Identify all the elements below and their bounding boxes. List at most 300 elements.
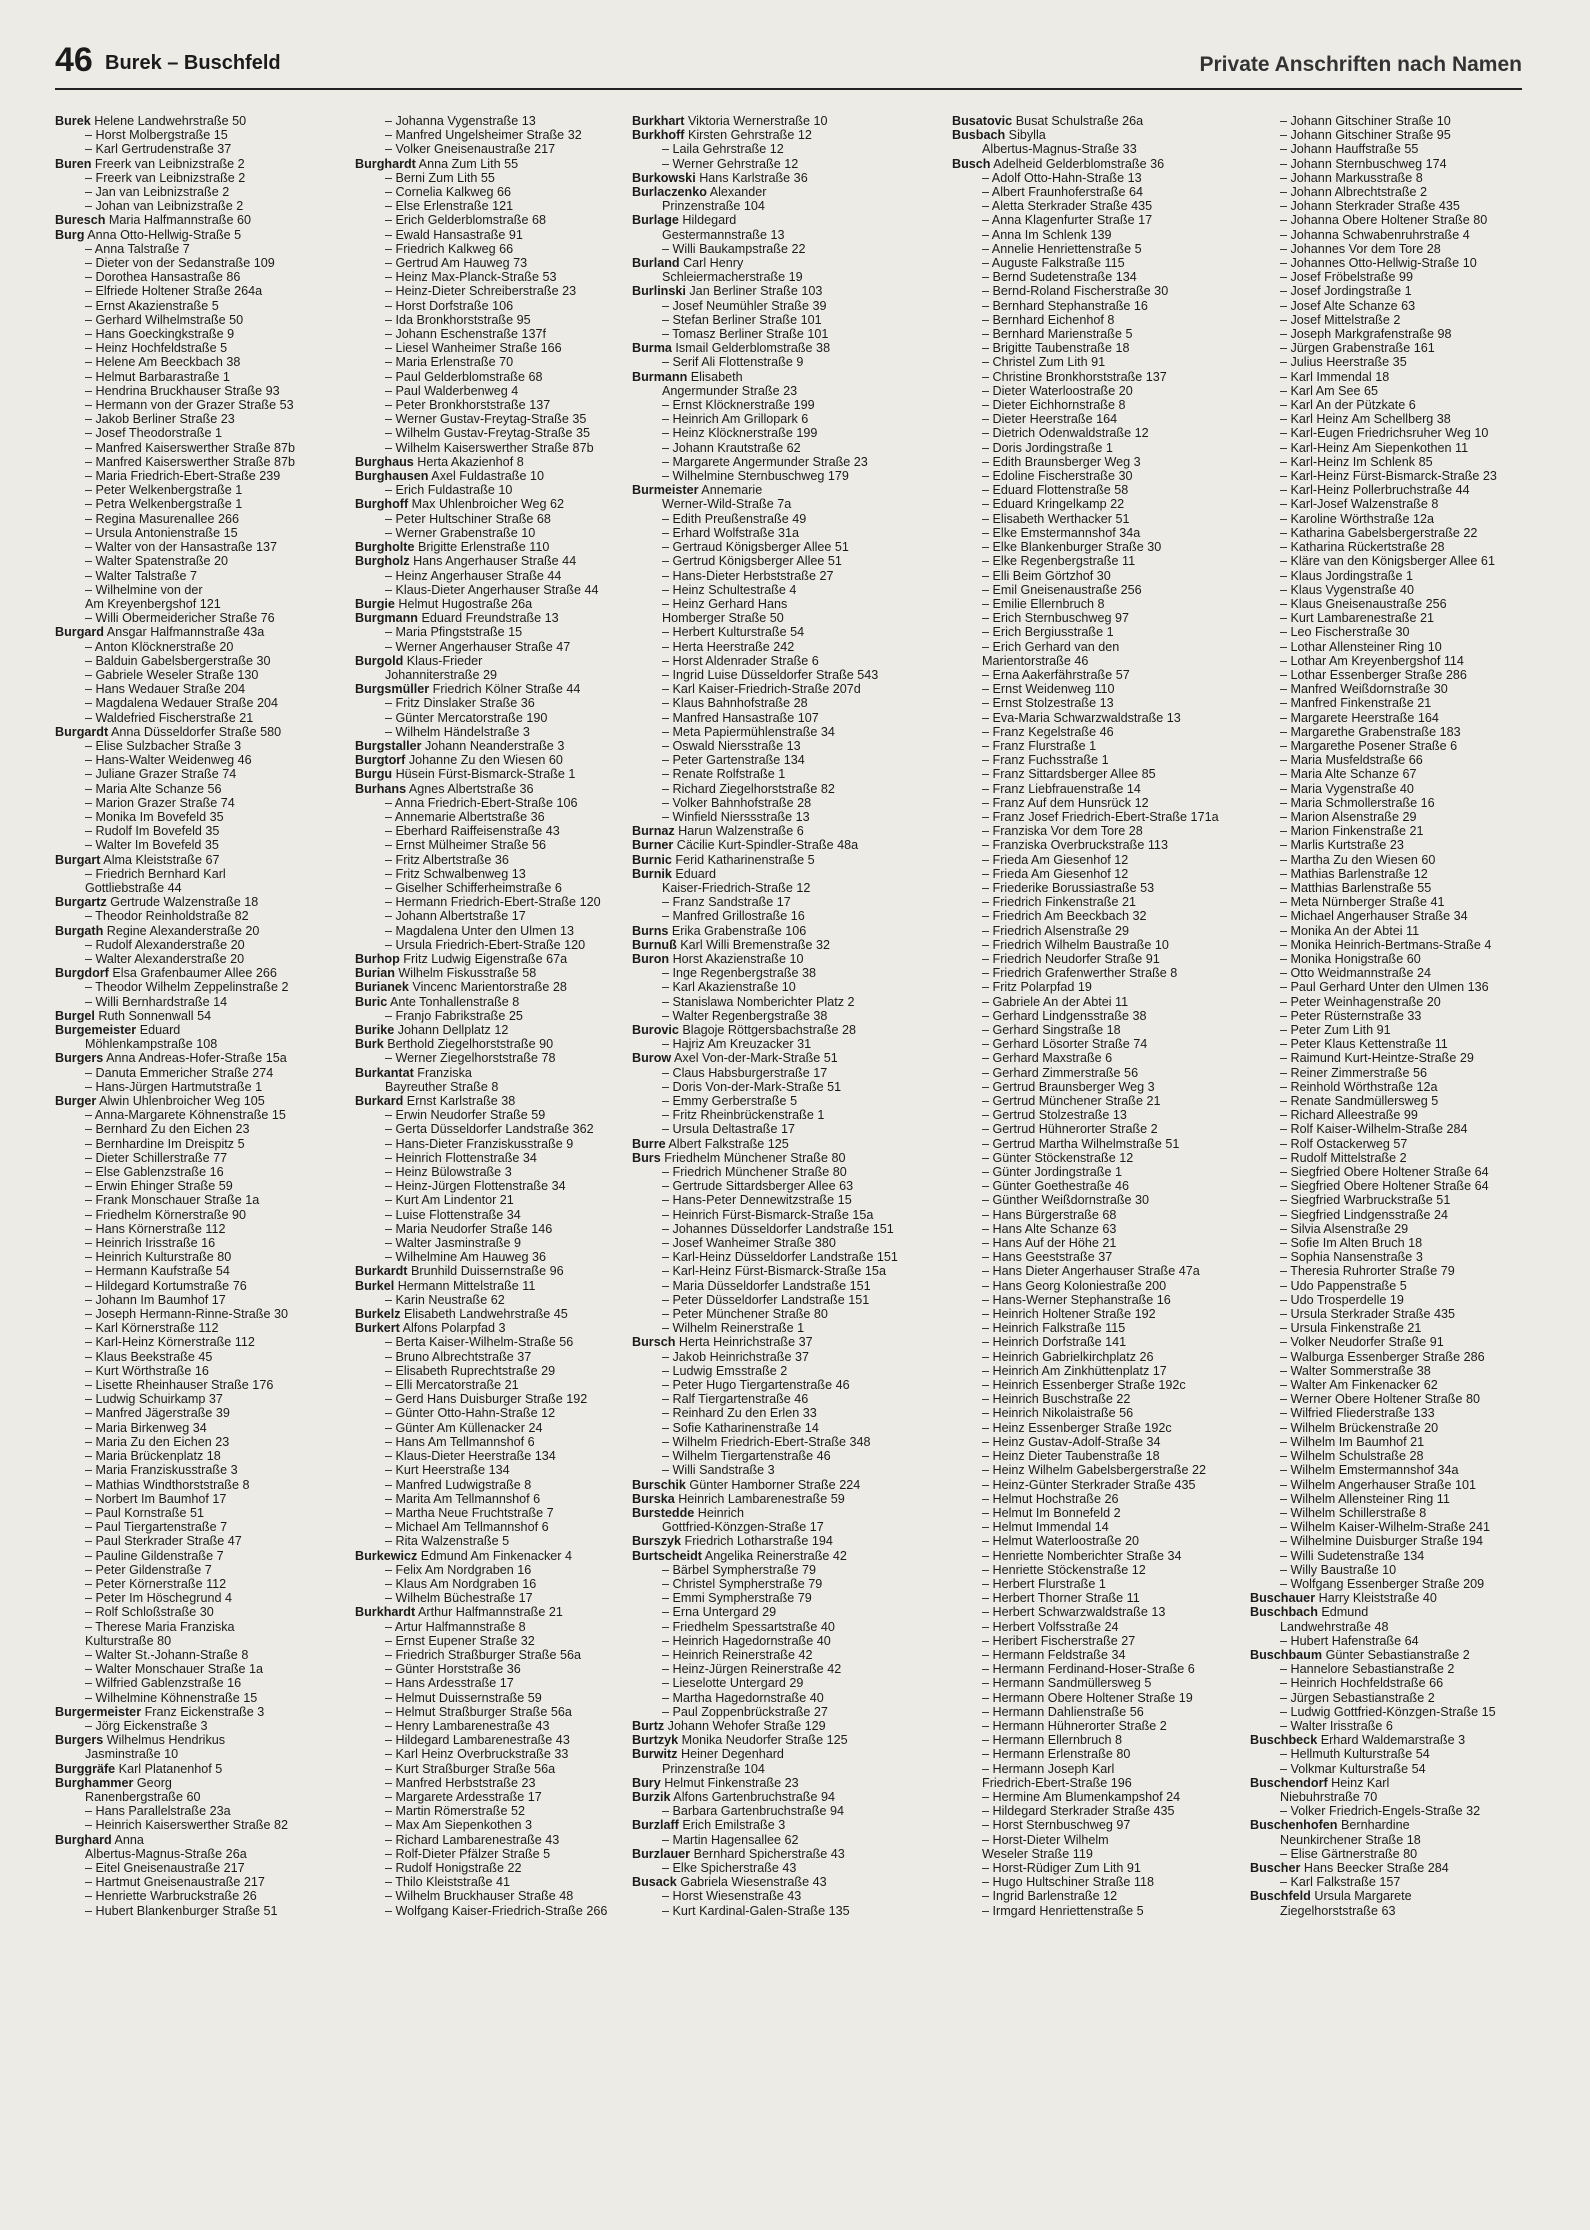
entry-text: – Erich Sternbuschweg 97 (982, 611, 1130, 626)
surname: Burgel (55, 1008, 95, 1023)
directory-entry (355, 1634, 647, 1648)
entry-text: – Henriette Nomberichter Straße 34 (982, 1548, 1182, 1563)
directory-entry (952, 1662, 1244, 1676)
directory-entry (55, 1137, 347, 1151)
entry-text: – Martha Neue Fruchtstraße 7 (385, 1505, 554, 1520)
entry-text: – Heinz-Jürgen Reinerstraße 42 (662, 1662, 842, 1677)
directory-entry (952, 1137, 1244, 1151)
directory-entry (55, 1066, 347, 1080)
directory-entry (952, 426, 1244, 440)
entry-text: – Walter St.-Johann-Straße 8 (85, 1647, 249, 1662)
directory-entry (55, 1321, 347, 1335)
directory-entry (355, 1577, 647, 1591)
directory-entry (632, 909, 924, 923)
entry-text: – Walter Talstraße 7 (85, 568, 197, 583)
entry-text: – Josef Fröbelstraße 99 (1280, 270, 1413, 285)
directory-entry (1250, 554, 1542, 568)
directory-entry (55, 1236, 347, 1250)
entry-text: Harun Walzenstraße 6 (674, 824, 804, 839)
entry-text: Gottfried-Könzgen-Straße 17 (662, 1520, 824, 1535)
entry-text: – Wilhelm Kaiserswerther Straße 87b (385, 440, 594, 455)
surname: Bury (632, 1775, 661, 1790)
entry-text: Anna Düsseldorfer Straße 580 (108, 724, 282, 739)
directory-entry (952, 1051, 1244, 1065)
directory-entry (355, 1378, 647, 1392)
directory-entry (355, 1818, 647, 1832)
entry-text: – Friedrich Münchener Straße 80 (662, 1165, 847, 1180)
surname-entry (952, 157, 1244, 171)
directory-entry (632, 1591, 924, 1605)
directory-entry (632, 1406, 924, 1420)
entry-text: – Rudolf Im Bovefeld 35 (85, 824, 220, 839)
directory-entry (355, 924, 647, 938)
entry-text: – Karl-Heinz Körnerstraße 112 (85, 1335, 255, 1350)
directory-entry (55, 867, 347, 881)
directory-entry (55, 185, 347, 199)
directory-entry (55, 739, 347, 753)
directory-entry (355, 128, 647, 142)
entry-text: – Hannelore Sebastianstraße 2 (1280, 1662, 1455, 1677)
entry-text: – Klaus Gneisenaustraße 256 (1280, 596, 1447, 611)
entry-text: – Martha Hagedornstraße 40 (662, 1690, 824, 1705)
entry-text: Johann Dellplatz 12 (394, 1023, 509, 1037)
entry-text: Heiner Degenhard (677, 1747, 784, 1762)
entry-text: – Sophia Nansenstraße 3 (1280, 1250, 1423, 1265)
entry-text: – Hermann Hühnerorter Straße 2 (982, 1718, 1167, 1733)
entry-text: – Margarethe Posener Straße 6 (1280, 738, 1458, 753)
entry-text: – Hans Ardesstraße 17 (385, 1676, 514, 1691)
entry-text: – Hendrina Bruckhauser Straße 93 (85, 383, 280, 398)
directory-entry (1250, 1478, 1542, 1492)
surname: Burg (55, 227, 85, 242)
entry-text: – Johann Albrechtstraße 2 (1280, 185, 1428, 200)
entry-text: – Ursula Finkenstraße 21 (1280, 1321, 1422, 1336)
directory-entry (952, 1904, 1244, 1918)
directory-entry (632, 1307, 924, 1321)
directory-entry (952, 455, 1244, 469)
entry-text: – Helmut Immendal 14 (982, 1520, 1109, 1535)
entry-text: Landwehrstraße 48 (1280, 1619, 1389, 1634)
directory-entry (55, 1122, 347, 1136)
directory-entry (55, 881, 347, 895)
entry-text: – Paul Gerhard Unter den Ulmen 136 (1280, 980, 1489, 995)
surname-entry (632, 1549, 924, 1563)
directory-entry (1250, 1335, 1542, 1349)
directory-entry (952, 213, 1244, 227)
entry-text: – Rolf Schloßstraße 30 (85, 1605, 214, 1620)
directory-entry (952, 1009, 1244, 1023)
surname: Burkel (355, 1278, 395, 1293)
surname: Burtzyk (632, 1733, 679, 1748)
directory-entry (355, 1108, 647, 1122)
directory-entry (55, 1222, 347, 1236)
entry-text: – Elise Gärtnerstraße 80 (1280, 1846, 1418, 1861)
entry-text: – Ida Bronkhorststraße 95 (385, 312, 531, 327)
entry-text: – Jürgen Sebastianstraße 2 (1280, 1690, 1435, 1705)
directory-entry (1250, 640, 1542, 654)
entry-text: – Ursula Sterkrader Straße 435 (1280, 1307, 1455, 1322)
directory-entry (632, 980, 924, 994)
entry-text: – Johann Markusstraße 8 (1280, 170, 1423, 185)
directory-entry (55, 1264, 347, 1278)
entry-text: – Heribert Fischerstraße 27 (982, 1633, 1136, 1648)
entry-text: – Liesel Wanheimer Straße 166 (385, 341, 562, 356)
entry-text: – Rudolf Alexanderstraße 20 (85, 937, 245, 952)
surname-entry (632, 924, 924, 938)
directory-entry (355, 838, 647, 852)
surname: Burike (355, 1023, 395, 1037)
entry-text: Gottliebstraße 44 (85, 880, 182, 895)
surname: Burgholz (355, 554, 410, 569)
directory-entry (55, 1193, 347, 1207)
entry-text: – Hans-Jürgen Hartmutstraße 1 (85, 1079, 263, 1094)
entry-text: – Paul Zoppenbrückstraße 27 (662, 1704, 828, 1719)
entry-text: – Friedrich Kalkweg 66 (385, 241, 514, 256)
directory-entry (55, 1492, 347, 1506)
directory-entry (952, 540, 1244, 554)
directory-entry (952, 1364, 1244, 1378)
entry-text: – Franz Fuchsstraße 1 (982, 753, 1109, 768)
entry-text: – Gertrud Münchener Straße 21 (982, 1094, 1161, 1109)
entry-text: – Heinrich Kaiserswerther Straße 82 (85, 1818, 288, 1833)
entry-text: – Gabriele An der Abtei 11 (982, 994, 1129, 1009)
directory-entry (1250, 1833, 1542, 1847)
directory-entry (952, 1179, 1244, 1193)
directory-entry (55, 1875, 347, 1889)
entry-text: Elisabeth (687, 369, 743, 384)
surname: Burghoff (355, 497, 409, 512)
entry-text: – Heinz-Günter Sterkrader Straße 435 (982, 1477, 1196, 1492)
entry-text: – Monika Honigstraße 60 (1280, 951, 1421, 966)
entry-text: – Wolfgang Essenberger Straße 209 (1280, 1576, 1485, 1591)
entry-text: – Marita Am Tellmannshof 6 (385, 1491, 541, 1506)
entry-text: – Maria Düsseldorfer Landstraße 151 (662, 1278, 871, 1293)
directory-entry (632, 199, 924, 213)
directory-entry (952, 327, 1244, 341)
entry-text: – Peter Weinhagenstraße 20 (1280, 994, 1441, 1009)
surname-entry (355, 952, 647, 966)
directory-entry (1250, 142, 1542, 156)
entry-text: – Rudolf Honigstraße 22 (385, 1860, 522, 1875)
directory-entry (55, 1818, 347, 1832)
directory-entry (632, 142, 924, 156)
directory-entry (632, 1222, 924, 1236)
entry-text: – Lisette Rheinhauser Straße 176 (85, 1378, 274, 1393)
entry-text: – Josef Jordingstraße 1 (1280, 284, 1412, 299)
surname: Burgholte (355, 540, 415, 555)
entry-text: – Karl Gertrudenstraße 37 (85, 142, 232, 157)
entry-text: – Rolf Ostackerweg 57 (1280, 1136, 1408, 1151)
directory-entry (1250, 1051, 1542, 1065)
directory-entry (355, 1620, 647, 1634)
directory-entry (355, 1676, 647, 1690)
directory-entry (1250, 512, 1542, 526)
entry-text: – Manfred Ludwigstraße 8 (385, 1477, 532, 1492)
column-3 (632, 114, 924, 1918)
entry-text: – Giselher Schifferheimstraße 6 (385, 880, 562, 895)
entry-text: Hans Beecker Straße 284 (1300, 1860, 1449, 1875)
entry-text: – Kurt Heerstraße 134 (385, 1463, 510, 1478)
entry-text: – Friederike Borussiastraße 53 (982, 880, 1155, 895)
directory-entry (632, 1833, 924, 1847)
entry-text: – Fritz Dinslaker Straße 36 (385, 696, 535, 711)
entry-text: – Heinrich Flottenstraße 34 (385, 1150, 537, 1165)
directory-entry (1250, 1520, 1542, 1534)
directory-entry (952, 980, 1244, 994)
directory-entry (355, 1804, 647, 1818)
entry-text: Hans Angerhauser Straße 44 (409, 554, 577, 569)
directory-entry (952, 554, 1244, 568)
surname: Buschenhofen (1250, 1818, 1338, 1833)
directory-entry (952, 1648, 1244, 1662)
surname-entry (55, 924, 347, 938)
directory-entry (1250, 497, 1542, 511)
directory-entry (1250, 199, 1542, 213)
directory-entry (952, 611, 1244, 625)
surname-entry (355, 980, 647, 994)
entry-text: – Auguste Falkstraße 115 (982, 256, 1125, 271)
entry-text: – Danuta Emmericher Straße 274 (85, 1065, 274, 1080)
directory-entry (1250, 1676, 1542, 1690)
directory-entry (632, 782, 924, 796)
directory-entry (632, 1605, 924, 1619)
directory-entry (355, 1790, 647, 1804)
directory-entry (355, 853, 647, 867)
directory-entry (632, 1563, 924, 1577)
directory-entry (952, 483, 1244, 497)
entry-text: – Wilhelm Im Baumhof 21 (1280, 1434, 1425, 1449)
directory-entry (55, 1520, 347, 1534)
entry-text: – Herbert Thorner Straße 11 (982, 1591, 1140, 1606)
entry-text: – Peter Körnerstraße 112 (85, 1576, 227, 1591)
entry-text: – Manfred Kaiserswerther Straße 87b (85, 454, 295, 469)
surname: Burgu (355, 767, 393, 782)
surname-entry (355, 554, 647, 568)
entry-text: – Berni Zum Lith 55 (385, 170, 495, 185)
directory-entry (1250, 1080, 1542, 1094)
surname-entry (632, 213, 924, 227)
directory-entry (1250, 881, 1542, 895)
directory-entry (1250, 299, 1542, 313)
directory-entry (355, 1051, 647, 1065)
directory-entry (55, 1421, 347, 1435)
directory-entry (952, 1534, 1244, 1548)
entry-text: – Renate Rolfstraße 1 (662, 767, 786, 782)
directory-entry (55, 583, 347, 597)
directory-entry (355, 1648, 647, 1662)
entry-text: – Dietrich Odenwaldstraße 12 (982, 426, 1149, 441)
directory-entry (952, 1421, 1244, 1435)
directory-entry (355, 1691, 647, 1705)
entry-text: Ante Tonhallenstraße 8 (387, 994, 520, 1009)
entry-text: – Maria Neudorfer Straße 146 (385, 1221, 553, 1236)
directory-entry (952, 725, 1244, 739)
entry-text: – Jörg Eickenstraße 3 (85, 1718, 208, 1733)
directory-entry (952, 1222, 1244, 1236)
surname: Burstedde (632, 1505, 695, 1520)
entry-text: – Eva-Maria Schwarzwaldstraße 13 (982, 710, 1181, 725)
entry-text: Bernhardine (1337, 1818, 1410, 1833)
entry-text: – Erwin Ehinger Straße 59 (85, 1179, 233, 1194)
entry-text: – Jakob Berliner Straße 23 (85, 412, 235, 427)
entry-text: Busat Schulstraße 26a (1012, 114, 1144, 128)
entry-text: – Volkmar Kulturstraße 54 (1280, 1761, 1426, 1776)
surname-entry (632, 1335, 924, 1349)
entry-text: Franziska (413, 1065, 472, 1080)
entry-text: – Elisabeth Werthacker 51 (982, 511, 1130, 526)
entry-text: – Gertrud Königsberger Allee 51 (662, 554, 842, 569)
entry-text: – Wilhelm Gustav-Freytag-Straße 35 (385, 426, 591, 441)
entry-text: – Heinrich Am Grillopark 6 (662, 412, 809, 427)
entry-text: – Heinrich Reinerstraße 42 (662, 1647, 813, 1662)
entry-text: – Josef Theodorstraße 1 (85, 426, 222, 441)
entry-text: – Annemarie Albertstraße 36 (385, 809, 545, 824)
entry-text: – Doris Von-der-Mark-Straße 51 (662, 1079, 842, 1094)
directory-entry (952, 1719, 1244, 1733)
entry-text: Günter Sebastianstraße 2 (1322, 1647, 1470, 1662)
entry-text: – Udo Trosperdelle 19 (1280, 1292, 1404, 1307)
entry-text: – Karl-Heinz Am Siepenkothen 11 (1280, 440, 1469, 455)
entry-text: – Erna Untergard 29 (662, 1605, 777, 1620)
entry-text: – Ludwig Gottfried-Könzgen-Straße 15 (1280, 1704, 1496, 1719)
surname-entry (355, 1037, 647, 1051)
surname: Burszyk (632, 1534, 681, 1549)
directory-entry (55, 341, 347, 355)
directory-entry (355, 696, 647, 710)
entry-text: – Otto Weidmannstraße 24 (1280, 966, 1431, 981)
entry-text: – Freerk van Leibnizstraße 2 (85, 170, 246, 185)
surname-entry (55, 157, 347, 171)
directory-entry (632, 1889, 924, 1903)
directory-entry (1250, 540, 1542, 554)
entry-text: – Michael Angerhauser Straße 34 (1280, 909, 1468, 924)
entry-text: – Claus Habsburgerstraße 17 (662, 1065, 828, 1080)
entry-text: Klaus-Frieder (403, 653, 483, 668)
directory-entry (1250, 1549, 1542, 1563)
directory-entry (632, 1264, 924, 1278)
entry-text: – Günter Am Küllenacker 24 (385, 1420, 543, 1435)
directory-entry (355, 1463, 647, 1477)
surname: Burghaus (355, 454, 414, 469)
entry-text: Friedrich-Ebert-Straße 196 (982, 1775, 1132, 1790)
surname: Busch (952, 156, 991, 171)
directory-entry (952, 909, 1244, 923)
entry-text: – Heinz Max-Planck-Straße 53 (385, 270, 557, 285)
directory-entry (1250, 1563, 1542, 1577)
entry-text: – Aletta Sterkrader Straße 435 (982, 199, 1153, 214)
entry-text: – Hermann Erlenstraße 80 (982, 1747, 1131, 1762)
entry-text: – Gerhard Lindgensstraße 38 (982, 1008, 1147, 1023)
entry-text: – Margarete Ardesstraße 17 (385, 1789, 542, 1804)
surname: Burianek (355, 980, 409, 995)
directory-entry (952, 1605, 1244, 1619)
entry-text: – Ernst Akazienstraße 5 (85, 298, 219, 313)
entry-text: – Manfred Grillostraße 16 (662, 909, 805, 924)
entry-text: – Heinrich Essenberger Straße 192c (982, 1378, 1186, 1393)
entry-text: – Ernst Weidenweg 110 (982, 682, 1115, 697)
directory-entry (952, 228, 1244, 242)
entry-text: – Stefan Berliner Straße 101 (662, 312, 822, 327)
directory-entry (632, 611, 924, 625)
directory-entry (1250, 1279, 1542, 1293)
entry-text: – Theresia Ruhrorter Straße 79 (1280, 1264, 1455, 1279)
directory-entry (1250, 341, 1542, 355)
directory-entry (55, 654, 347, 668)
entry-text: – Helmut Hochstraße 26 (982, 1491, 1119, 1506)
entry-text: – Wilhelm Büchestraße 17 (385, 1591, 533, 1606)
entry-text: – Wilhelmine Am Hauweg 36 (385, 1250, 546, 1265)
entry-text: – Klaus-Dieter Heerstraße 134 (385, 1449, 556, 1464)
directory-entry (632, 1080, 924, 1094)
entry-text: Ferid Katharinenstraße 5 (671, 852, 815, 867)
entry-text: – Karl-Heinz Pollerbruchstraße 44 (1280, 483, 1470, 498)
directory-entry (1250, 1634, 1542, 1648)
directory-entry (632, 1321, 924, 1335)
entry-text: – Dieter Heerstraße 164 (982, 412, 1118, 427)
directory-entry (55, 1804, 347, 1818)
entry-text: Agnes Albertstraße 36 (406, 781, 534, 796)
directory-entry (55, 455, 347, 469)
entry-text: – Klaus Jordingstraße 1 (1280, 568, 1414, 583)
entry-text: – Maria Alte Schanze 56 (85, 781, 222, 796)
directory-entry (55, 526, 347, 540)
directory-entry (632, 242, 924, 256)
entry-text: – Dieter von der Sedanstraße 109 (85, 256, 275, 271)
directory-entry (355, 909, 647, 923)
directory-entry (355, 1520, 647, 1534)
entry-text: – Meta Nürnberger Straße 41 (1280, 895, 1445, 910)
entry-text: – Günter Jordingstraße 1 (982, 1165, 1123, 1180)
surname: Burger (55, 1094, 97, 1109)
entry-text: – Hans Georg Koloniestraße 200 (982, 1278, 1167, 1293)
directory-entry (55, 838, 347, 852)
directory-entry (952, 1236, 1244, 1250)
surname-entry (632, 1492, 924, 1506)
directory-entry (355, 327, 647, 341)
entry-text: – Ernst Mülheimer Straße 56 (385, 838, 546, 853)
directory-entry (952, 1193, 1244, 1207)
entry-text: – Elke Emstermannshof 34a (982, 525, 1141, 540)
entry-text: – Wilhelm Bruckhauser Straße 48 (385, 1889, 574, 1904)
directory-entry (1250, 1364, 1542, 1378)
directory-entry (55, 782, 347, 796)
directory-entry (355, 625, 647, 639)
entry-text: – Horst Aldenrader Straße 6 (662, 653, 819, 668)
directory-entry (1250, 1193, 1542, 1207)
entry-text: – Wilhelm Kaiser-Wilhelm-Straße 241 (1280, 1520, 1490, 1535)
directory-entry (952, 1733, 1244, 1747)
directory-entry (952, 995, 1244, 1009)
entry-text: Gertrude Walzenstraße 18 (106, 895, 259, 910)
entry-text: – Johann Krautstraße 62 (662, 440, 801, 455)
surname-entry (632, 114, 924, 128)
directory-entry (1250, 128, 1542, 142)
surname: Buschendorf (1250, 1775, 1328, 1790)
entry-text: – Helmut Straßburger Straße 56a (385, 1704, 572, 1719)
directory-entry (1250, 1577, 1542, 1591)
directory-entry (1250, 725, 1542, 739)
entry-text: Jasminstraße 10 (85, 1747, 179, 1762)
entry-text: – Walter Im Bovefeld 35 (85, 838, 219, 853)
surname: Buschauer (1250, 1591, 1316, 1606)
surname: Burgers (55, 1733, 104, 1748)
directory-entry (1250, 185, 1542, 199)
directory-entry (1250, 1165, 1542, 1179)
directory-entry (1250, 1307, 1542, 1321)
directory-entry (952, 782, 1244, 796)
entry-text: – Elke Regenbergstraße 11 (982, 554, 1136, 569)
directory-entry (1250, 1208, 1542, 1222)
